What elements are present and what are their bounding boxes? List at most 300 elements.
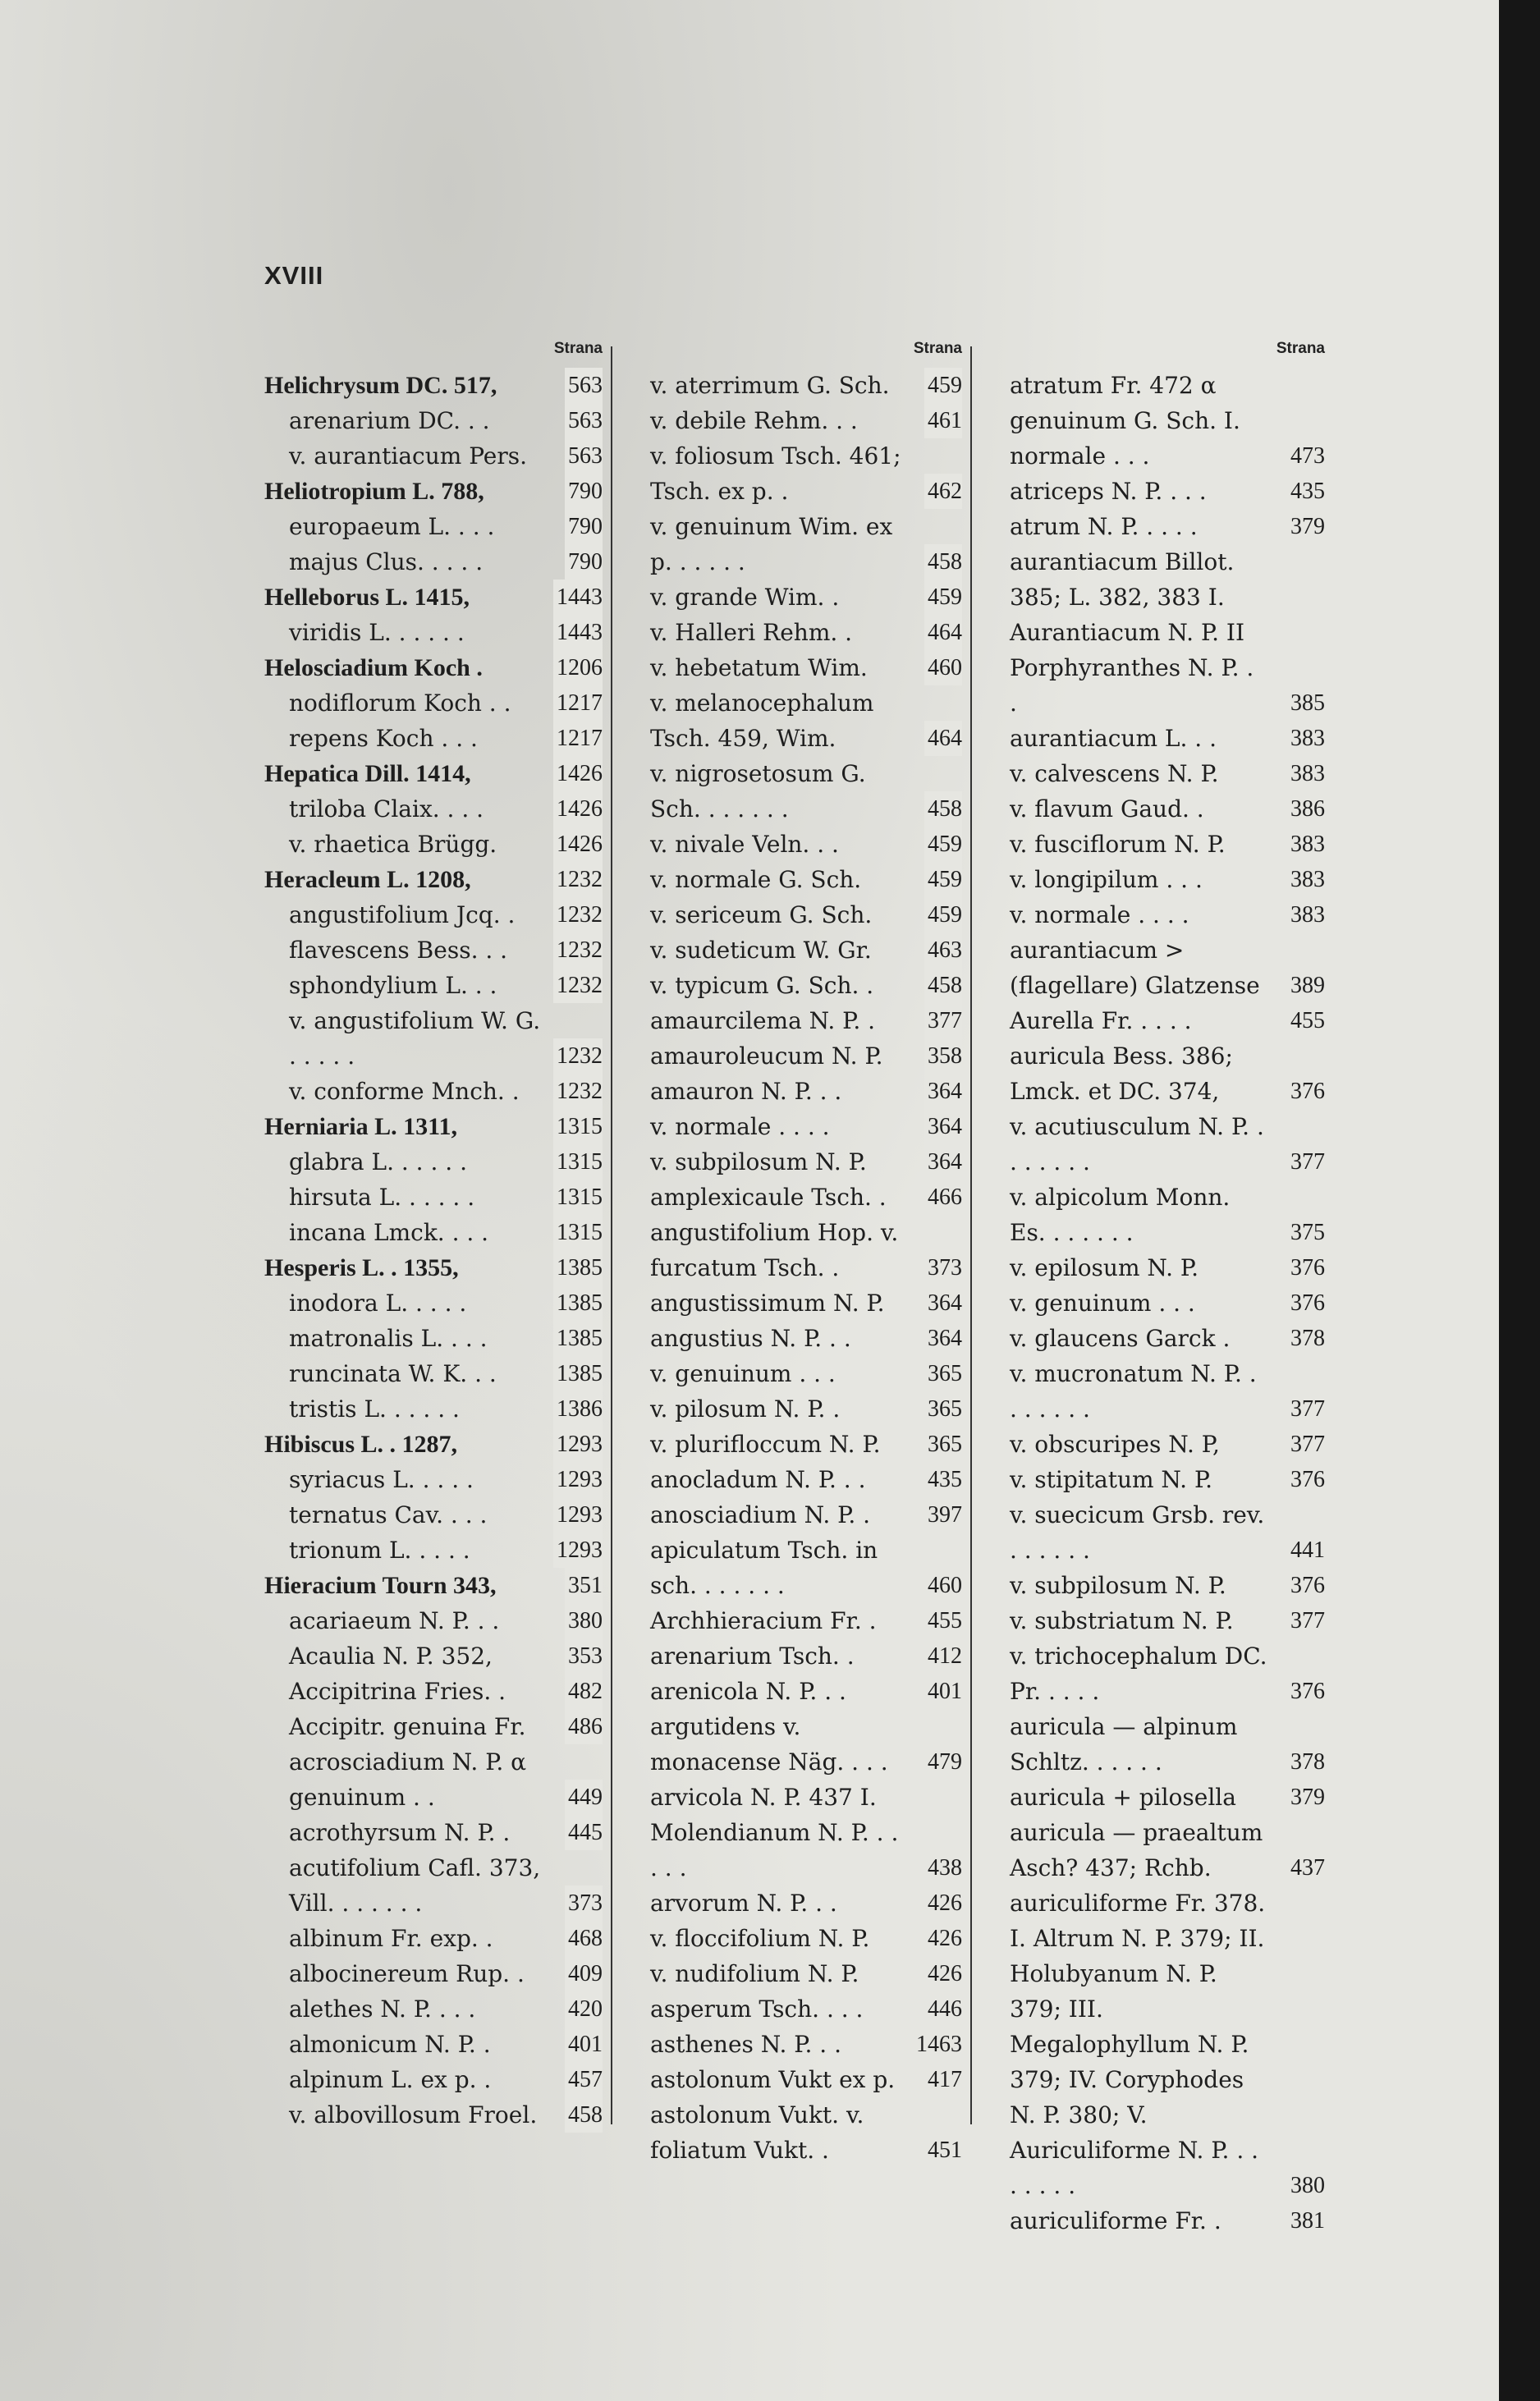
entry-term: v. nivale Veln. . .: [650, 831, 839, 858]
index-entry: [264, 368, 603, 403]
entry-page-number: 1232: [553, 932, 603, 968]
entry-term: tristis L. . . . . .: [289, 1395, 460, 1423]
entry-term: v. normale . . . .: [1010, 901, 1189, 928]
entry-term: v. floccifolium N. P.: [650, 1925, 870, 1952]
entry-term: arvorum N. P. . .: [650, 1890, 837, 1917]
entry-term: acariaeum N. P. . .: [289, 1607, 500, 1634]
index-entry: [264, 1109, 603, 1144]
entry-page-number: 458: [924, 791, 962, 827]
entry-term: atriceps N. P. . . .: [1010, 478, 1207, 505]
index-entry: [1010, 1886, 1325, 2203]
entry-term: Archhieracium Fr. .: [650, 1607, 877, 1634]
entry-term: runcinata W. K. . .: [289, 1360, 497, 1387]
entry-term: v. alpicolum Monn. Es. . . . . . .: [1010, 1184, 1231, 1246]
entry-term: v. aterrimum G. Sch.: [650, 372, 890, 399]
index-entry: [650, 368, 962, 403]
column-header: Strana: [1276, 340, 1325, 357]
entry-term: v. suecicum Grsb. rev. . . . . . .: [1010, 1501, 1265, 1564]
entry-page-number: 435: [924, 1462, 962, 1497]
entry-page-number: 383: [1287, 862, 1325, 897]
entry-term: auricula — alpinum Schltz. . . . . .: [1010, 1713, 1238, 1776]
entry-page-number: 381: [1287, 2203, 1325, 2238]
index-entry: [650, 1144, 962, 1180]
entry-term: Helosciadium Koch .: [264, 654, 483, 681]
index-entry: [264, 403, 603, 438]
index-entry: [650, 2027, 962, 2062]
entry-page-number: 1385: [553, 1285, 603, 1321]
index-entry: [650, 1038, 962, 1074]
entry-term: matronalis L. . . .: [289, 1325, 488, 1352]
entry-term: v. mucronatum N. P. . . . . . . .: [1010, 1360, 1257, 1423]
entry-page-number: 459: [924, 368, 962, 403]
index-entry: [1010, 827, 1325, 862]
index-entry: [1010, 1003, 1325, 1038]
page-number: XVIII: [264, 261, 324, 290]
index-entry: [1010, 544, 1325, 721]
entry-term: Accipitr. genuina Fr.: [289, 1713, 526, 1740]
index-entry: [264, 474, 603, 509]
entry-page-number: 364: [924, 1144, 962, 1180]
entry-term: v. nigrosetosum G. Sch. . . . . . .: [650, 760, 866, 822]
entry-page-number: 460: [924, 1568, 962, 1603]
index-entry: [264, 1391, 603, 1427]
entry-term: v. normale G. Sch.: [650, 866, 862, 893]
index-entry: [650, 438, 962, 509]
entry-page-number: 1293: [553, 1533, 603, 1568]
index-entry: [264, 1144, 603, 1180]
entry-page-number: 473: [1287, 438, 1325, 474]
entry-page-number: 417: [924, 2062, 962, 2097]
scan-edge: [1499, 0, 1540, 2401]
index-entry: [650, 580, 962, 615]
entry-term: hirsuta L. . . . . .: [289, 1184, 475, 1211]
entry-term: sphondylium L. . .: [289, 972, 497, 999]
index-entry: [264, 1921, 603, 1956]
index-entry: [650, 827, 962, 862]
entry-page-number: 1426: [553, 756, 603, 791]
index-entry: [264, 1744, 603, 1815]
index-entry: [1010, 721, 1325, 756]
entry-page-number: 563: [565, 438, 603, 474]
entry-term: anosciadium N. P. .: [650, 1501, 871, 1528]
entry-page-number: 479: [924, 1744, 962, 1780]
entry-term: almonicum N. P. .: [289, 2031, 491, 2058]
index-entry: [650, 968, 962, 1003]
entry-page-number: 458: [924, 544, 962, 580]
entry-term: v. subpilosum N. P.: [1010, 1572, 1226, 1599]
entry-page-number: 378: [1287, 1321, 1325, 1356]
entry-page-number: 458: [565, 2097, 603, 2133]
entry-page-number: 459: [924, 827, 962, 862]
index-entry: [264, 1956, 603, 1991]
index-entry: [264, 932, 603, 968]
index-entry: [264, 721, 603, 756]
index-entry: [264, 1250, 603, 1285]
index-entry: [264, 580, 603, 615]
index-entry: [650, 1109, 962, 1144]
index-entry: [650, 1780, 962, 1886]
entry-term: amauron N. P. . .: [650, 1078, 842, 1105]
entry-term: auricula — praealtum Asch? 437; Rchb.: [1010, 1819, 1263, 1881]
entry-term: v. hebetatum Wim.: [650, 654, 868, 681]
entry-term: glabra L. . . . . .: [289, 1148, 467, 1175]
index-entry: [1010, 897, 1325, 932]
entry-term: v. glaucens Garck .: [1010, 1325, 1231, 1352]
entry-term: v. pilosum N. P. .: [650, 1395, 841, 1423]
entry-term: amaurcilema N. P. .: [650, 1007, 876, 1034]
index-entry: [1010, 791, 1325, 827]
entry-term: albocinereum Rup. .: [289, 1960, 525, 1987]
entry-page-number: 1232: [553, 968, 603, 1003]
index-entry: [650, 1674, 962, 1709]
entry-term: Heliotropium L. 788,: [264, 478, 484, 505]
index-entry: [264, 1638, 603, 1674]
index-entry: [264, 1462, 603, 1497]
index-entry: [1010, 756, 1325, 791]
entry-page-number: 385: [1287, 685, 1325, 721]
entry-term: alpinum L. ex p. .: [289, 2066, 492, 2093]
entry-page-number: 420: [565, 1991, 603, 2027]
entry-page-number: 1232: [553, 897, 603, 932]
entry-term: v. sericeum G. Sch.: [650, 901, 873, 928]
entry-term: incana Lmck. . . .: [289, 1219, 489, 1246]
entry-term: aurantiacum > (flagellare) Glatzense: [1010, 937, 1260, 999]
index-entry: [650, 932, 962, 968]
entry-page-number: 1232: [553, 862, 603, 897]
entry-page-number: 563: [565, 368, 603, 403]
entry-term: v. melanocephalum Tsch. 459, Wim.: [650, 690, 874, 752]
entry-page-number: 461: [924, 403, 962, 438]
column-divider: [611, 346, 612, 2124]
index-entry: [264, 1285, 603, 1321]
entry-page-number: 1315: [553, 1180, 603, 1215]
entry-term: v. genuinum . . .: [650, 1360, 836, 1387]
entry-term: angustifolium Jcq. .: [289, 901, 516, 928]
index-entry: [264, 897, 603, 932]
entry-term: v. aurantiacum Pers.: [289, 442, 528, 470]
entry-page-number: 486: [565, 1709, 603, 1744]
entry-page-number: 377: [1287, 1144, 1325, 1180]
entry-term: Accipitrina Fries. .: [289, 1678, 506, 1705]
entry-term: Acaulia N. P. 352,: [289, 1643, 493, 1670]
entry-term: Heracleum L. 1208,: [264, 866, 471, 893]
entry-term: arenarium Tsch. .: [650, 1643, 855, 1670]
entry-term: v. stipitatum N. P.: [1010, 1466, 1213, 1493]
entry-page-number: 377: [1287, 1427, 1325, 1462]
index-entry: [650, 650, 962, 685]
entry-page-number: 426: [924, 1921, 962, 1956]
index-entry: [650, 1356, 962, 1391]
entry-term: v. angustifolium W. G. . . . . .: [289, 1007, 541, 1070]
entry-term: v. plurifloccum N. P.: [650, 1431, 881, 1458]
index-entry: [264, 685, 603, 721]
entry-page-number: 1217: [553, 685, 603, 721]
entry-term: asthenes N. P. . .: [650, 2031, 841, 2058]
entry-term: viridis L. . . . . .: [289, 619, 465, 646]
entry-term: v. typicum G. Sch. .: [650, 972, 874, 999]
index-entry: [650, 1991, 962, 2027]
index-entry: [1010, 1780, 1325, 1815]
entry-term: v. nudifolium N. P.: [650, 1960, 859, 1987]
entry-term: v. conforme Mnch. .: [289, 1078, 520, 1105]
entry-page-number: 460: [924, 650, 962, 685]
entry-page-number: 457: [565, 2062, 603, 2097]
entry-term: aurantiacum L. . .: [1010, 725, 1217, 752]
entry-page-number: 1315: [553, 1109, 603, 1144]
index-entry: [264, 1603, 603, 1638]
index-entry: [650, 1215, 962, 1285]
index-entry: [1010, 1815, 1325, 1886]
entry-page-number: 1315: [553, 1215, 603, 1250]
entry-term: v. albovillosum Froel.: [289, 2101, 538, 2128]
index-entry: [264, 1074, 603, 1109]
entry-page-number: 365: [924, 1356, 962, 1391]
entry-page-number: 379: [1287, 509, 1325, 544]
entry-page-number: 389: [1287, 968, 1325, 1003]
index-entry: [264, 1991, 603, 2027]
entry-page-number: 401: [924, 1674, 962, 1709]
column-divider: [970, 346, 972, 2124]
index-entry: [264, 2097, 603, 2133]
index-entry: [1010, 1285, 1325, 1321]
entry-page-number: 353: [565, 1638, 603, 1674]
entry-page-number: 445: [565, 1815, 603, 1850]
entry-page-number: 1385: [553, 1321, 603, 1356]
index-entry: [1010, 1356, 1325, 1427]
index-entry: [650, 1074, 962, 1109]
index-entry: [1010, 1568, 1325, 1603]
index-entry: [1010, 474, 1325, 509]
index-entry: [650, 1462, 962, 1497]
index-entry: [264, 862, 603, 897]
entry-term: ternatus Cav. . . .: [289, 1501, 488, 1528]
entry-term: acutifolium Cafl. 373, Vill. . . . . . .: [289, 1854, 541, 1917]
entry-page-number: 1426: [553, 791, 603, 827]
entry-term: Hibiscus L. . 1287,: [264, 1431, 458, 1458]
entry-page-number: 364: [924, 1109, 962, 1144]
index-entry: [650, 685, 962, 756]
entry-page-number: 376: [1287, 1074, 1325, 1109]
entry-term: nodiflorum Koch . .: [289, 690, 511, 717]
entry-page-number: 1386: [553, 1391, 603, 1427]
index-entry: [650, 1391, 962, 1427]
entry-page-number: 1443: [553, 580, 603, 615]
index-entry: [1010, 2203, 1325, 2238]
entry-page-number: 482: [565, 1674, 603, 1709]
index-column-3: [1010, 338, 1325, 2238]
entry-page-number: 376: [1287, 1674, 1325, 1709]
entry-term: arvicola N. P. 437 I. Molendianum N. P. . . . . .: [650, 1784, 899, 1881]
entry-term: v. calvescens N. P.: [1010, 760, 1219, 787]
entry-page-number: 790: [565, 509, 603, 544]
entry-page-number: 458: [924, 968, 962, 1003]
entry-term: trionum L. . . . .: [289, 1537, 470, 1564]
entry-page-number: 438: [924, 1850, 962, 1886]
entry-page-number: 383: [1287, 827, 1325, 862]
entry-term: auricula Bess. 386; Lmck. et DC. 374,: [1010, 1042, 1233, 1105]
index-entry: [264, 1321, 603, 1356]
index-entry: [650, 1956, 962, 1991]
entry-term: Aurella Fr. . . . .: [1010, 1007, 1192, 1034]
entry-term: v. obscuripes N. P,: [1010, 1431, 1220, 1458]
entry-page-number: 364: [924, 1321, 962, 1356]
entry-page-number: 441: [1287, 1533, 1325, 1568]
entry-page-number: 464: [924, 721, 962, 756]
entry-page-number: 463: [924, 932, 962, 968]
entry-page-number: 386: [1287, 791, 1325, 827]
entry-page-number: 459: [924, 580, 962, 615]
index-entry: [264, 1850, 603, 1921]
index-entry: [1010, 1427, 1325, 1462]
index-entry: [650, 862, 962, 897]
index-entry: [650, 1886, 962, 1921]
entry-term: v. acutiusculum N. P. . . . . . . .: [1010, 1113, 1264, 1175]
entry-page-number: 376: [1287, 1250, 1325, 1285]
index-entry: [264, 1356, 603, 1391]
entry-page-number: 383: [1287, 897, 1325, 932]
entry-term: astolonum Vukt ex p.: [650, 2066, 896, 2093]
entry-term: v. flavum Gaud. .: [1010, 795, 1204, 822]
entry-page-number: 455: [1287, 1003, 1325, 1038]
index-entry: [650, 615, 962, 650]
entry-page-number: 373: [924, 1250, 962, 1285]
index-entry: [1010, 1462, 1325, 1497]
index-entry: [264, 2027, 603, 2062]
entry-term: arenicola N. P. . .: [650, 1678, 846, 1705]
entry-page-number: 409: [565, 1956, 603, 1991]
entry-term: inodora L. . . . .: [289, 1290, 467, 1317]
index-entry: [264, 968, 603, 1003]
index-entry: [264, 544, 603, 580]
entry-term: v. debile Rehm. . .: [650, 407, 858, 434]
index-entry: [264, 438, 603, 474]
index-entry: [264, 1709, 603, 1744]
entry-page-number: 380: [1287, 2168, 1325, 2203]
entry-page-number: 375: [1287, 1215, 1325, 1250]
entry-page-number: 365: [924, 1391, 962, 1427]
entry-page-number: 376: [1287, 1285, 1325, 1321]
entry-page-number: 378: [1287, 1744, 1325, 1780]
entry-page-number: 377: [1287, 1603, 1325, 1638]
entry-page-number: 435: [1287, 474, 1325, 509]
entry-term: angustissimum N. P.: [650, 1290, 885, 1317]
index-entry: [650, 1497, 962, 1533]
entry-page-number: 358: [924, 1038, 962, 1074]
entry-page-number: 1315: [553, 1144, 603, 1180]
entry-term: auricula + pilosella: [1010, 1784, 1236, 1811]
index-entry: [650, 1427, 962, 1462]
entry-page-number: 1206: [553, 650, 603, 685]
entry-page-number: 462: [924, 474, 962, 509]
entry-term: argutidens v. monacense Näg. . . .: [650, 1713, 888, 1776]
entry-page-number: 1293: [553, 1462, 603, 1497]
entry-page-number: 451: [924, 2133, 962, 2168]
entry-page-number: 446: [924, 1991, 962, 2027]
index-entry: [264, 827, 603, 862]
entry-page-number: 376: [1287, 1568, 1325, 1603]
entry-page-number: 376: [1287, 1462, 1325, 1497]
index-entry: [650, 1180, 962, 1215]
entry-page-number: 1232: [553, 1038, 603, 1074]
index-entry: [264, 1533, 603, 1568]
entry-page-number: 1426: [553, 827, 603, 862]
index-entry: [1010, 1321, 1325, 1356]
entry-term: repens Koch . . .: [289, 725, 478, 752]
index-entry: [264, 791, 603, 827]
entry-term: acrothyrsum N. P. .: [289, 1819, 511, 1846]
entry-term: v. genuinum Wim. ex p. . . . . .: [650, 513, 893, 575]
entry-term: Hepatica Dill. 1414,: [264, 760, 471, 787]
entry-page-number: 1217: [553, 721, 603, 756]
index-entry: [650, 1321, 962, 1356]
entry-term: v. subpilosum N. P.: [650, 1148, 867, 1175]
entry-term: angustius N. P. . .: [650, 1325, 851, 1352]
index-entry: [650, 1709, 962, 1780]
entry-term: v. epilosum N. P.: [1010, 1254, 1199, 1281]
entry-term: syriacus L. . . . .: [289, 1466, 474, 1493]
index-entry: [650, 2062, 962, 2097]
index-entry: [1010, 368, 1325, 474]
entry-term: Hieracium Tourn 343,: [264, 1572, 497, 1599]
entry-page-number: 397: [924, 1497, 962, 1533]
index-entry: [650, 1003, 962, 1038]
entry-term: amauroleucum N. P.: [650, 1042, 883, 1070]
entry-page-number: 459: [924, 897, 962, 932]
entry-page-number: 383: [1287, 756, 1325, 791]
entry-term: acrosciadium N. P. α genuinum . .: [289, 1748, 527, 1811]
entry-term: triloba Claix. . . .: [289, 795, 484, 822]
index-entry: [264, 1180, 603, 1215]
index-entry: [264, 509, 603, 544]
entry-page-number: 1443: [553, 615, 603, 650]
index-entry: [264, 1003, 603, 1074]
entry-term: v. sudeticum W. Gr.: [650, 937, 872, 964]
entry-page-number: 790: [565, 474, 603, 509]
entry-page-number: 437: [1287, 1850, 1325, 1886]
column-header: Strana: [913, 340, 962, 357]
entry-term: v. Halleri Rehm. .: [650, 619, 853, 646]
entry-term: Herniaria L. 1311,: [264, 1113, 457, 1140]
entry-page-number: 383: [1287, 721, 1325, 756]
index-entry: [264, 2062, 603, 2097]
entry-page-number: 377: [924, 1003, 962, 1038]
index-entry: [264, 615, 603, 650]
entry-page-number: 364: [924, 1285, 962, 1321]
entry-page-number: 1385: [553, 1356, 603, 1391]
entry-page-number: 380: [565, 1603, 603, 1638]
index-entry: [264, 1497, 603, 1533]
index-entry: [650, 897, 962, 932]
index-column-1: [264, 338, 603, 2133]
index-entry: [1010, 1603, 1325, 1638]
entry-term: atrum N. P. . . . .: [1010, 513, 1198, 540]
entry-term: v. rhaetica Brügg.: [289, 831, 497, 858]
entry-term: anocladum N. P. . .: [650, 1466, 866, 1493]
entry-term: flavescens Bess. . .: [289, 937, 508, 964]
entry-page-number: 364: [924, 1074, 962, 1109]
entry-page-number: 401: [565, 2027, 603, 2062]
entry-term: v. normale . . . .: [650, 1113, 830, 1140]
index-entry: [1010, 1497, 1325, 1568]
entry-page-number: 373: [565, 1886, 603, 1921]
column-header: Strana: [553, 340, 603, 357]
index-entry: [650, 756, 962, 827]
entry-page-number: 351: [565, 1568, 603, 1603]
entry-page-number: 563: [565, 403, 603, 438]
entry-term: majus Clus. . . . .: [289, 548, 484, 575]
entry-term: astolonum Vukt. v. foliatum Vukt. .: [650, 2101, 864, 2164]
index-entry: [1010, 932, 1325, 1003]
